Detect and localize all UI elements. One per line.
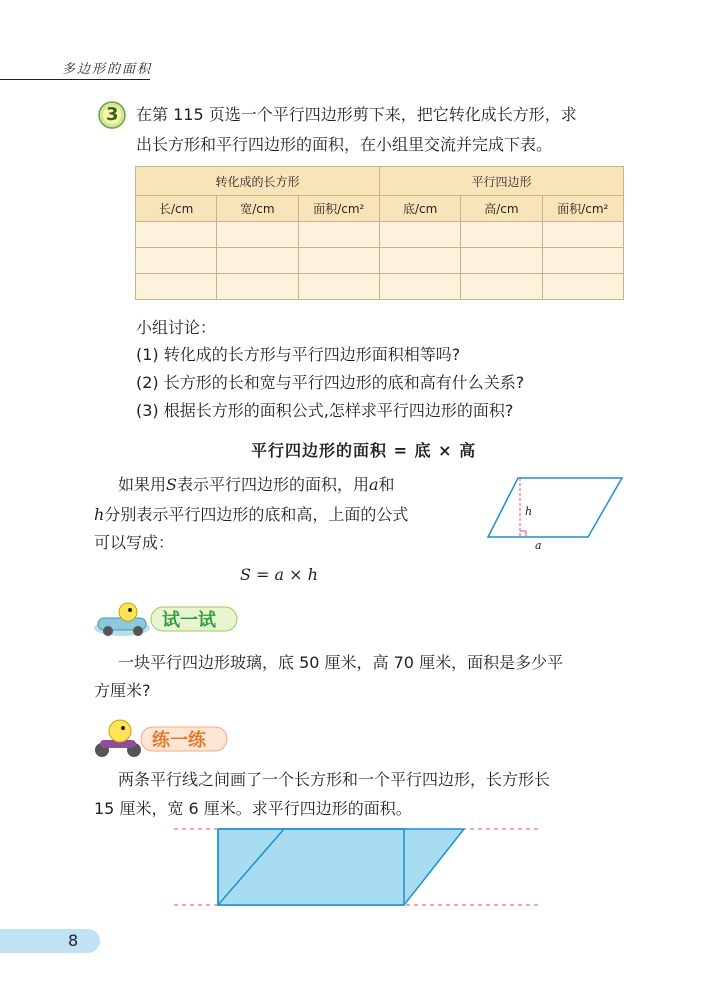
area-formula: 平行四边形的面积 = 底 × 高 <box>251 441 477 460</box>
col-base: 底/cm <box>379 196 460 222</box>
explanation-line3: 可以写成： <box>94 533 175 552</box>
discussion-question-3: (3) 根据长方形的面积公式,怎样求平行四边形的面积? <box>136 401 514 420</box>
header-rule <box>0 79 150 80</box>
table-cell[interactable] <box>542 274 623 300</box>
table-cell[interactable] <box>298 248 379 274</box>
car-mascot-icon <box>92 600 156 640</box>
parallelogram-figure <box>484 474 626 548</box>
figure-base-label: a <box>535 539 542 552</box>
table-cell[interactable] <box>461 274 542 300</box>
table-row <box>136 274 624 300</box>
page-number-tab <box>0 929 100 953</box>
discussion-title: 小组讨论： <box>136 318 217 337</box>
col-para-area: 面积/cm² <box>542 196 623 222</box>
practice-line2: 15 厘米，宽 6 厘米。求平行四边形的面积。 <box>94 799 412 818</box>
table-cell[interactable] <box>217 222 298 248</box>
table-cell[interactable] <box>542 248 623 274</box>
symbolic-formula: S = a × h <box>240 565 318 584</box>
col-length: 长/cm <box>136 196 217 222</box>
table-cell[interactable] <box>136 274 217 300</box>
data-table <box>135 166 624 300</box>
try-it-label: 试一试 <box>162 610 216 631</box>
explanation-line2: h分别表示平行四边形的底和高，上面的公式 <box>94 505 409 524</box>
col-width: 宽/cm <box>217 196 298 222</box>
table-cell[interactable] <box>461 222 542 248</box>
table-cell[interactable] <box>379 274 460 300</box>
problem-text-line2: 出长方形和平行四边形的面积，在小组里交流并完成下表。 <box>136 135 553 154</box>
table-cell[interactable] <box>298 222 379 248</box>
practice-line1: 两条平行线之间画了一个长方形和一个平行四边形，长方形长 <box>118 770 551 789</box>
table-cell[interactable] <box>461 248 542 274</box>
problem-number-badge <box>98 101 126 129</box>
table-cell[interactable] <box>542 222 623 248</box>
discussion-question-2: (2) 长方形的长和宽与平行四边形的底和高有什么关系? <box>136 373 525 392</box>
col-rect-area: 面积/cm² <box>298 196 379 222</box>
page-number: 8 <box>68 931 79 950</box>
table-row <box>136 248 624 274</box>
problem-text-line1: 在第 115 页选一个平行四边形剪下来，把它转化成长方形，求 <box>136 105 577 124</box>
table-group-rectangle: 转化成的长方形 <box>136 167 380 196</box>
table-cell[interactable] <box>217 248 298 274</box>
explanation-line1: 如果用S表示平行四边形的面积，用a和 <box>118 475 395 494</box>
table-cell[interactable] <box>379 248 460 274</box>
practice-label: 练一练 <box>152 730 206 751</box>
problem-number: 3 <box>106 104 119 125</box>
table-cell[interactable] <box>136 222 217 248</box>
motorbike-mascot-icon <box>90 718 146 760</box>
table-group-parallelogram: 平行四边形 <box>379 167 623 196</box>
discussion-question-1: (1) 转化成的长方形与平行四边形面积相等吗? <box>136 345 461 364</box>
table-cell[interactable] <box>379 222 460 248</box>
table-cell[interactable] <box>298 274 379 300</box>
try-it-line1: 一块平行四边形玻璃，底 50 厘米，高 70 厘米，面积是多少平 <box>118 653 564 672</box>
col-height: 高/cm <box>461 196 542 222</box>
table-row <box>136 222 624 248</box>
table-cell[interactable] <box>136 248 217 274</box>
parallel-lines-figure <box>170 824 544 910</box>
try-it-line2: 方厘米? <box>94 681 151 700</box>
figure-height-label: h <box>525 505 533 518</box>
table-cell[interactable] <box>217 274 298 300</box>
chapter-title: 多边形的面积 <box>62 62 153 77</box>
